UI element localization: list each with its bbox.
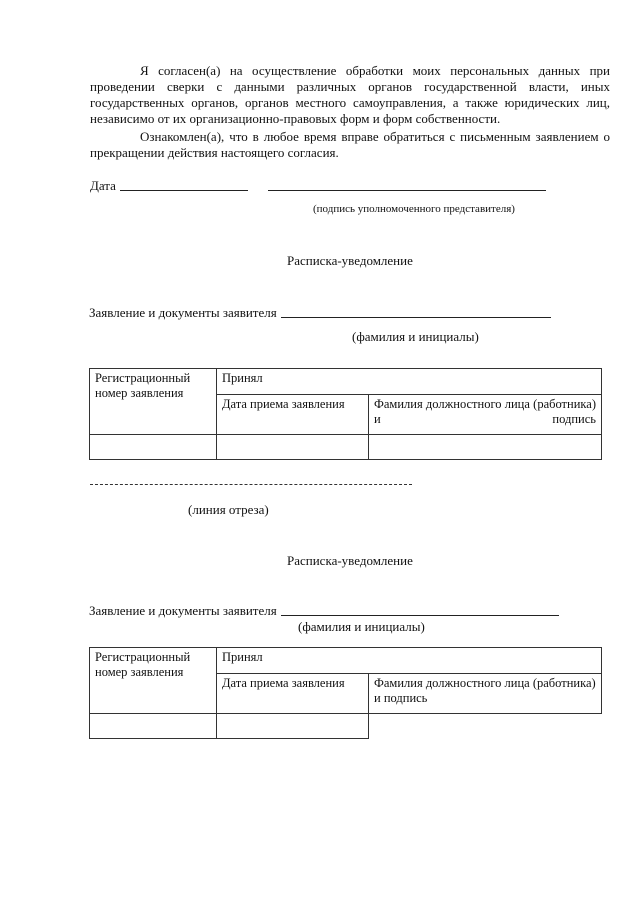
receipt-1-applicant-label: Заявление и документы заявителя	[89, 305, 277, 320]
reg-number-header: Регистрационный номер заявления	[90, 369, 217, 435]
consent-paragraph-1: Я согласен(а) на осуществление обработки моих персональных данных при проведении сверки с данными различных органов государственной власти, иных государственных органов, органов местного самоуправления, а также юридических лиц, независимо от их организационно-правовых форм и форм собственности.	[90, 63, 610, 126]
received-header: Принял	[217, 648, 602, 674]
receipt-1-name-caption: (фамилия и инициалы)	[352, 329, 479, 344]
date-label: Дата	[90, 178, 116, 193]
received-header: Принял	[217, 369, 602, 395]
reg-number-cell	[90, 714, 217, 739]
receipt-2-applicant-label: Заявление и документы заявителя	[89, 603, 277, 618]
official-header: Фамилия должностного лица (работника) и подпись	[369, 674, 602, 714]
reg-number-header: Регистрационный номер заявления	[90, 648, 217, 714]
receipt-1-table	[89, 368, 602, 460]
receipt-1-title: Расписка-уведомление	[287, 253, 413, 268]
receipt-1-applicant-line	[281, 317, 551, 318]
date-received-cell	[217, 435, 369, 460]
receipt-2-title: Расписка-уведомление	[287, 553, 413, 568]
receipt-2-name-caption: (фамилия и инициалы)	[298, 619, 425, 634]
date-field-line	[120, 190, 248, 191]
official-header: Фамилия должностного лица (работника) и подпись	[369, 395, 602, 435]
date-received-header: Дата приема заявления	[217, 674, 369, 714]
signature-field-line	[268, 190, 546, 191]
cut-line	[90, 484, 412, 485]
official-cell	[369, 714, 602, 739]
cut-line-caption: (линия отреза)	[188, 502, 269, 517]
reg-number-cell	[90, 435, 217, 460]
receipt-2-applicant-line	[281, 615, 559, 616]
date-received-header: Дата приема заявления	[217, 395, 369, 435]
signature-caption: (подпись уполномоченного представителя)	[313, 203, 515, 215]
receipt-2-table	[89, 647, 602, 739]
consent-paragraph-2: Ознакомлен(а), что в любое время вправе обратиться с письменным заявлением о прекращении действия настоящего согласия.	[90, 129, 610, 160]
official-cell	[369, 435, 602, 460]
date-received-cell	[217, 714, 369, 739]
